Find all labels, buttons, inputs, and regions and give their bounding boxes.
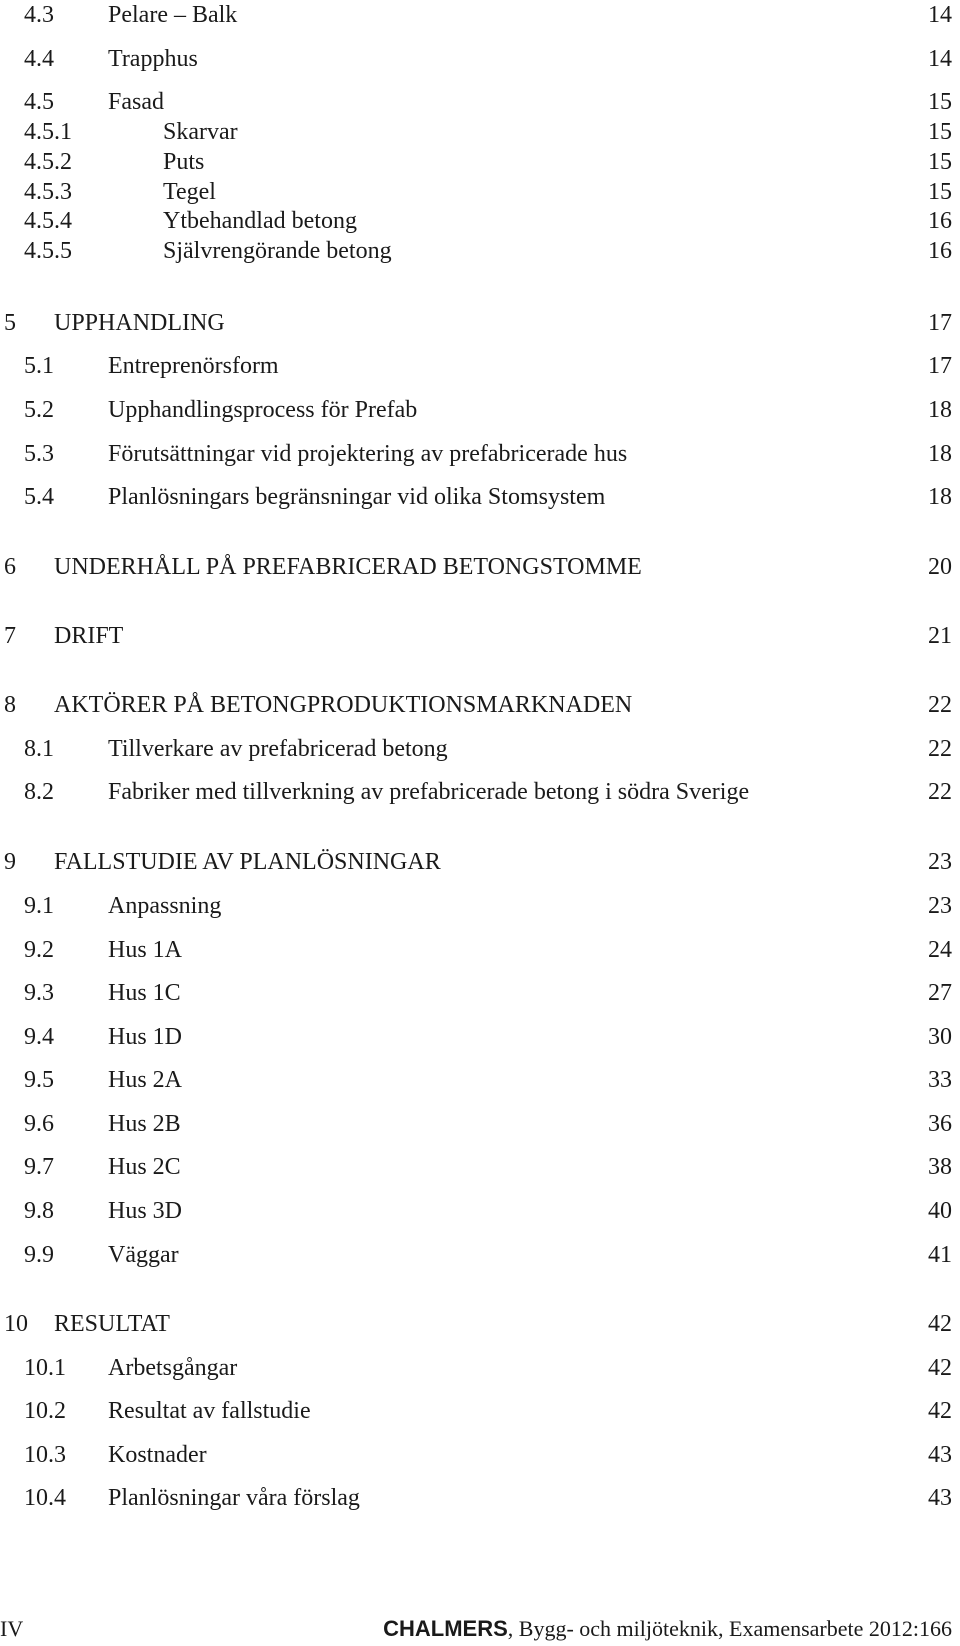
toc-entry	[0, 482, 960, 512]
toc-entry-page: 27	[928, 980, 952, 1006]
toc-entry-page: 22	[928, 736, 952, 762]
toc-entry-title: Fabriker med tillverkning av prefabricerade betong i södra Sverige	[108, 779, 750, 805]
toc-entry-title: Entreprenörsform	[108, 353, 279, 379]
toc-entry-title: UPPHANDLING	[54, 310, 225, 336]
toc-entry	[0, 935, 960, 965]
toc-entry-number: 9.9	[24, 1242, 54, 1268]
toc-entry	[0, 177, 960, 207]
toc-entry-title: Planlösningars begränsningar vid olika Stomsystem	[108, 484, 606, 510]
toc-entry-title: Fasad	[108, 89, 164, 115]
toc-entry-title: Hus 1A	[108, 937, 183, 963]
toc-entry	[0, 439, 960, 469]
toc-entry-page: 18	[928, 441, 952, 467]
toc-entry-number: 10	[4, 1311, 28, 1337]
toc-entry-title: Hus 1C	[108, 980, 181, 1006]
toc-entry-number: 5.1	[24, 353, 54, 379]
toc-entry-number: 5	[4, 310, 16, 336]
toc-entry-page: 40	[928, 1198, 952, 1224]
toc-entry-title: Hus 2A	[108, 1067, 183, 1093]
footer-source-text: , Bygg- och miljöteknik, Examensarbete 2012:166	[507, 1616, 952, 1641]
toc-entry-page: 15	[928, 89, 952, 115]
toc-entry-title: Hus 2B	[108, 1111, 181, 1137]
toc-entry	[0, 236, 960, 266]
toc-entry	[0, 1396, 960, 1426]
page-footer	[0, 1612, 960, 1646]
toc-entry-page: 16	[928, 208, 952, 234]
toc-entry-number: 5.3	[24, 441, 54, 467]
toc-entry-page: 23	[928, 849, 952, 875]
toc-entry	[0, 978, 960, 1008]
toc-entry-page: 18	[928, 397, 952, 423]
toc-entry-page: 22	[928, 779, 952, 805]
toc-entry	[0, 777, 960, 807]
toc-entry-page: 21	[928, 623, 952, 649]
toc-entry-page: 36	[928, 1111, 952, 1137]
toc-entry-title: Tegel	[163, 179, 216, 205]
toc-entry-number: 4.5	[24, 89, 54, 115]
toc-entry-page: 16	[928, 238, 952, 264]
toc-entry-title: AKTÖRER PÅ BETONGPRODUKTIONSMARKNADEN	[54, 692, 633, 718]
toc-entry-page: 17	[928, 310, 952, 336]
toc-entry-number: 6	[4, 554, 16, 580]
toc-entry-page: 30	[928, 1024, 952, 1050]
toc-entry-number: 4.5.1	[24, 119, 72, 145]
toc-entry-title: Kostnader	[108, 1442, 207, 1468]
toc-entry-number: 9.8	[24, 1198, 54, 1224]
toc-entry	[0, 117, 960, 147]
toc-entry-title: FALLSTUDIE AV PLANLÖSNINGAR	[54, 849, 441, 875]
toc-entry-number: 7	[4, 623, 16, 649]
footer-brand: CHALMERS	[383, 1616, 508, 1641]
toc-entry-page: 23	[928, 893, 952, 919]
toc-entry-title: Hus 1D	[108, 1024, 183, 1050]
toc-entry-title: UNDERHÅLL PÅ PREFABRICERAD BETONGSTOMME	[54, 554, 642, 580]
toc-entry-page: 14	[928, 46, 952, 72]
toc-entry-page: 22	[928, 692, 952, 718]
toc-entry-number: 4.5.5	[24, 238, 72, 264]
toc-entry	[0, 395, 960, 425]
toc-entry-title: RESULTAT	[54, 1311, 170, 1337]
toc-entry-page: 33	[928, 1067, 952, 1093]
toc-entry-title: Trapphus	[108, 46, 198, 72]
toc-entry	[0, 44, 960, 74]
toc-entry-title: Förutsättningar vid projektering av prefabricerade hus	[108, 441, 628, 467]
toc-entry-number: 5.4	[24, 484, 54, 510]
toc-entry-number: 10.3	[24, 1442, 66, 1468]
toc-entry-title: Upphandlingsprocess för Prefab	[108, 397, 418, 423]
toc-entry-number: 8.2	[24, 779, 54, 805]
toc-entry	[0, 891, 960, 921]
toc-entry-number: 4.4	[24, 46, 54, 72]
toc-entry-title: Hus 3D	[108, 1198, 183, 1224]
toc-entry-number: 8	[4, 692, 16, 718]
toc-entry	[0, 847, 960, 877]
toc-entry-page: 41	[928, 1242, 952, 1268]
toc-entry-number: 4.5.3	[24, 179, 72, 205]
toc-entry	[0, 206, 960, 236]
toc-entry-page: 17	[928, 353, 952, 379]
page-number-roman: IV	[0, 1616, 24, 1641]
toc-entry	[0, 1309, 960, 1339]
toc-entry-title: DRIFT	[54, 623, 124, 649]
toc-entry-number: 9.4	[24, 1024, 54, 1050]
toc-entry-page: 14	[928, 2, 952, 28]
toc-entry-title: Anpassning	[108, 893, 222, 919]
toc-entry	[0, 87, 960, 117]
toc-entry	[0, 1483, 960, 1513]
toc-entry	[0, 147, 960, 177]
toc-entry	[0, 552, 960, 582]
toc-entry-title: Resultat av fallstudie	[108, 1398, 311, 1424]
toc-entry	[0, 1152, 960, 1182]
toc-entry-number: 9.5	[24, 1067, 54, 1093]
toc-entry	[0, 1440, 960, 1470]
toc-entry-number: 8.1	[24, 736, 54, 762]
toc-entry-title: Planlösningar våra förslag	[108, 1485, 360, 1511]
toc-entry-page: 15	[928, 149, 952, 175]
toc-entry	[0, 621, 960, 651]
toc-entry-page: 24	[928, 937, 952, 963]
toc-entry	[0, 1065, 960, 1095]
toc-entry-title: Pelare – Balk	[108, 2, 238, 28]
toc-entry-number: 4.5.2	[24, 149, 72, 175]
toc-entry-page: 20	[928, 554, 952, 580]
toc-entry	[0, 1109, 960, 1139]
toc-entry-page: 42	[928, 1311, 952, 1337]
toc-entry-title: Självrengörande betong	[163, 238, 392, 264]
toc-entry-page: 42	[928, 1355, 952, 1381]
toc-entry-page: 42	[928, 1398, 952, 1424]
toc-entry-page: 15	[928, 119, 952, 145]
toc-entry-page: 18	[928, 484, 952, 510]
toc-entry-number: 9.2	[24, 937, 54, 963]
toc-entry	[0, 734, 960, 764]
toc-entry-number: 10.1	[24, 1355, 66, 1381]
toc-entry-number: 10.2	[24, 1398, 66, 1424]
toc-entry-number: 4.3	[24, 2, 54, 28]
toc-entry-page: 15	[928, 179, 952, 205]
toc-entry	[0, 1196, 960, 1226]
toc-entry-title: Ytbehandlad betong	[163, 208, 357, 234]
toc-entry	[0, 0, 960, 30]
toc-entry-number: 10.4	[24, 1485, 66, 1511]
toc-entry-number: 4.5.4	[24, 208, 72, 234]
toc-entry-number: 9	[4, 849, 16, 875]
toc-entry	[0, 1022, 960, 1052]
toc-entry-number: 9.7	[24, 1154, 54, 1180]
toc-entry-title: Puts	[163, 149, 205, 175]
toc-entry-page: 43	[928, 1485, 952, 1511]
toc-entry	[0, 1353, 960, 1383]
toc-entry-number: 9.3	[24, 980, 54, 1006]
toc-entry-title: Väggar	[108, 1242, 179, 1268]
toc-entry	[0, 351, 960, 381]
toc-entry-number: 9.6	[24, 1111, 54, 1137]
toc-entry-title: Tillverkare av prefabricerad betong	[108, 736, 448, 762]
footer-source	[383, 1612, 952, 1646]
toc-entry-page: 43	[928, 1442, 952, 1468]
toc-entry-title: Hus 2C	[108, 1154, 181, 1180]
toc-entry	[0, 1240, 960, 1270]
toc-entry	[0, 308, 960, 338]
toc-entry-title: Skarvar	[163, 119, 238, 145]
toc-entry-page: 38	[928, 1154, 952, 1180]
toc-entry	[0, 690, 960, 720]
toc-entry-number: 9.1	[24, 893, 54, 919]
toc-entry-number: 5.2	[24, 397, 54, 423]
toc-entry-title: Arbetsgångar	[108, 1355, 238, 1381]
